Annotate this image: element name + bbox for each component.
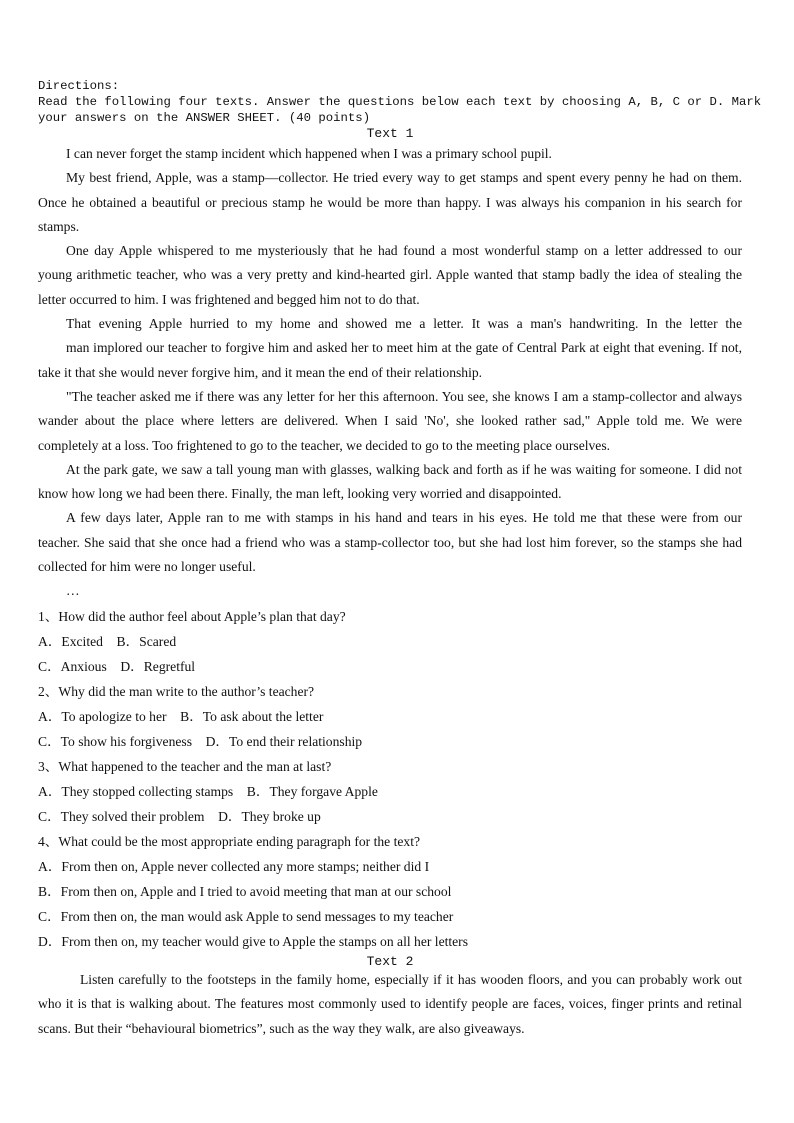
paragraph-line: "The teacher asked me if there was any letter for her this afternoon. You see, she knows I am a stamp-collector and always <box>66 388 742 404</box>
paragraph-line: I can never forget the stamp incident which happened when I was a primary school pupil. <box>66 146 552 161</box>
paragraph-line: That evening Apple hurried to my home and showed me a letter. It was a man's handwriting. In the letter the <box>66 316 742 332</box>
paragraph-line: scans. But their “behavioural biometrics”, such as the way they walk, are also giveaways. <box>38 1020 525 1036</box>
answer-options: A．Excited B．Scared <box>38 633 177 649</box>
text2-title: Text 2 <box>366 953 414 969</box>
answer-options: C．From then on, the man would ask Apple to send messages to my teacher <box>38 908 454 924</box>
paragraph-line: collected for him were no longer useful. <box>38 559 256 575</box>
text1-questions <box>38 604 742 954</box>
paragraph-line: My best friend, Apple, was a stamp—collector. He tried every way to get stamps and spent every penny he had on them. <box>66 170 742 186</box>
question-text: 4、What could be the most appropriate ending paragraph for the text? <box>38 833 420 849</box>
answer-options: C．Anxious D．Regretful <box>38 658 196 674</box>
paragraph-line: teacher. She said that she once had a friend who was a stamp-collector too, but she had lost him forever, so the stamps she had <box>38 534 742 550</box>
question-text: 3、What happened to the teacher and the man at last? <box>38 758 332 774</box>
paragraph-line: One day Apple whispered to me mysteriously that he had found a most wonderful stamp on a letter addressed to our <box>66 243 742 259</box>
answer-options: D．From then on, my teacher would give to Apple the stamps on all her letters <box>38 933 469 949</box>
directions-line: your answers on the ANSWER SHEET. (40 points) <box>38 111 371 125</box>
answer-options: A．They stopped collecting stamps B．They forgave Apple <box>38 783 378 799</box>
question-text: 1、How did the author feel about Apple’s plan that day? <box>38 608 346 624</box>
paragraph-line: … <box>66 583 80 599</box>
paragraph-line: know how long we had been there. Finally, the man left, looking very worried and disappointed. <box>38 486 562 502</box>
paragraph-line: stamps. <box>38 218 80 234</box>
directions-line: Read the following four texts. Answer the questions below each text by choosing A, B, C or D. Mark <box>38 95 762 109</box>
directions-heading: Directions: <box>38 79 120 93</box>
paragraph-line: Once he obtained a beautiful or precious stamp he would be more than happy. I was always his companion in his search for <box>38 194 742 210</box>
paragraph-line: who it is that is walking about. The features most commonly used to identify people are faces, voices, finger prints and retinal <box>38 996 742 1012</box>
answer-options: B．From then on, Apple and I tried to avoid meeting that man at our school <box>38 883 452 899</box>
answer-options: C．To show his forgiveness D．To end their relationship <box>38 733 363 749</box>
paragraph-line: At the park gate, we saw a tall young man with glasses, walking back and forth as if he was waiting for someone. I did not <box>66 461 742 477</box>
answer-options: A．To apologize to her B．To ask about the letter <box>38 708 324 724</box>
paragraph-line: letter occurred to him. I was frightened and begged him not to do that. <box>38 291 420 307</box>
text2-passage <box>38 968 742 1042</box>
question-text: 2、Why did the man write to the author’s teacher? <box>38 683 315 699</box>
answer-options: C．They solved their problem D．They broke up <box>38 808 321 824</box>
text1-title: Text 1 <box>366 126 414 141</box>
paragraph-line: young arithmetic teacher, who was a very pretty and kind-hearted girl. Apple wanted that stamp badly the idea of stealing the <box>38 267 742 283</box>
paragraph-line: take it that she would never forgive him, and it mean the end of their relationship. <box>38 364 483 380</box>
paragraph-line: Listen carefully to the footsteps in the family home, especially if it has wooden floors, and you can probably work out <box>80 971 742 987</box>
document-page <box>38 78 762 1041</box>
paragraph-line: man implored our teacher to forgive him and asked her to meet him at the gate of Central Park at eight that evening. If not, <box>66 340 742 356</box>
paragraph-line: completely at a loss. Too frightened to go to the teacher, we decided to go to the meeting place ourselves. <box>38 437 611 453</box>
paragraph-line: A few days later, Apple ran to me with stamps in his hand and tears in his eyes. He told me that these were from our <box>66 510 742 526</box>
answer-options: A．From then on, Apple never collected any more stamps; neither did I <box>38 858 430 874</box>
text1-passage <box>38 142 742 604</box>
paragraph-line: wander about the place where letters are delivered. When I said 'No', she looked rather sad," Apple told me. We were <box>38 413 742 429</box>
